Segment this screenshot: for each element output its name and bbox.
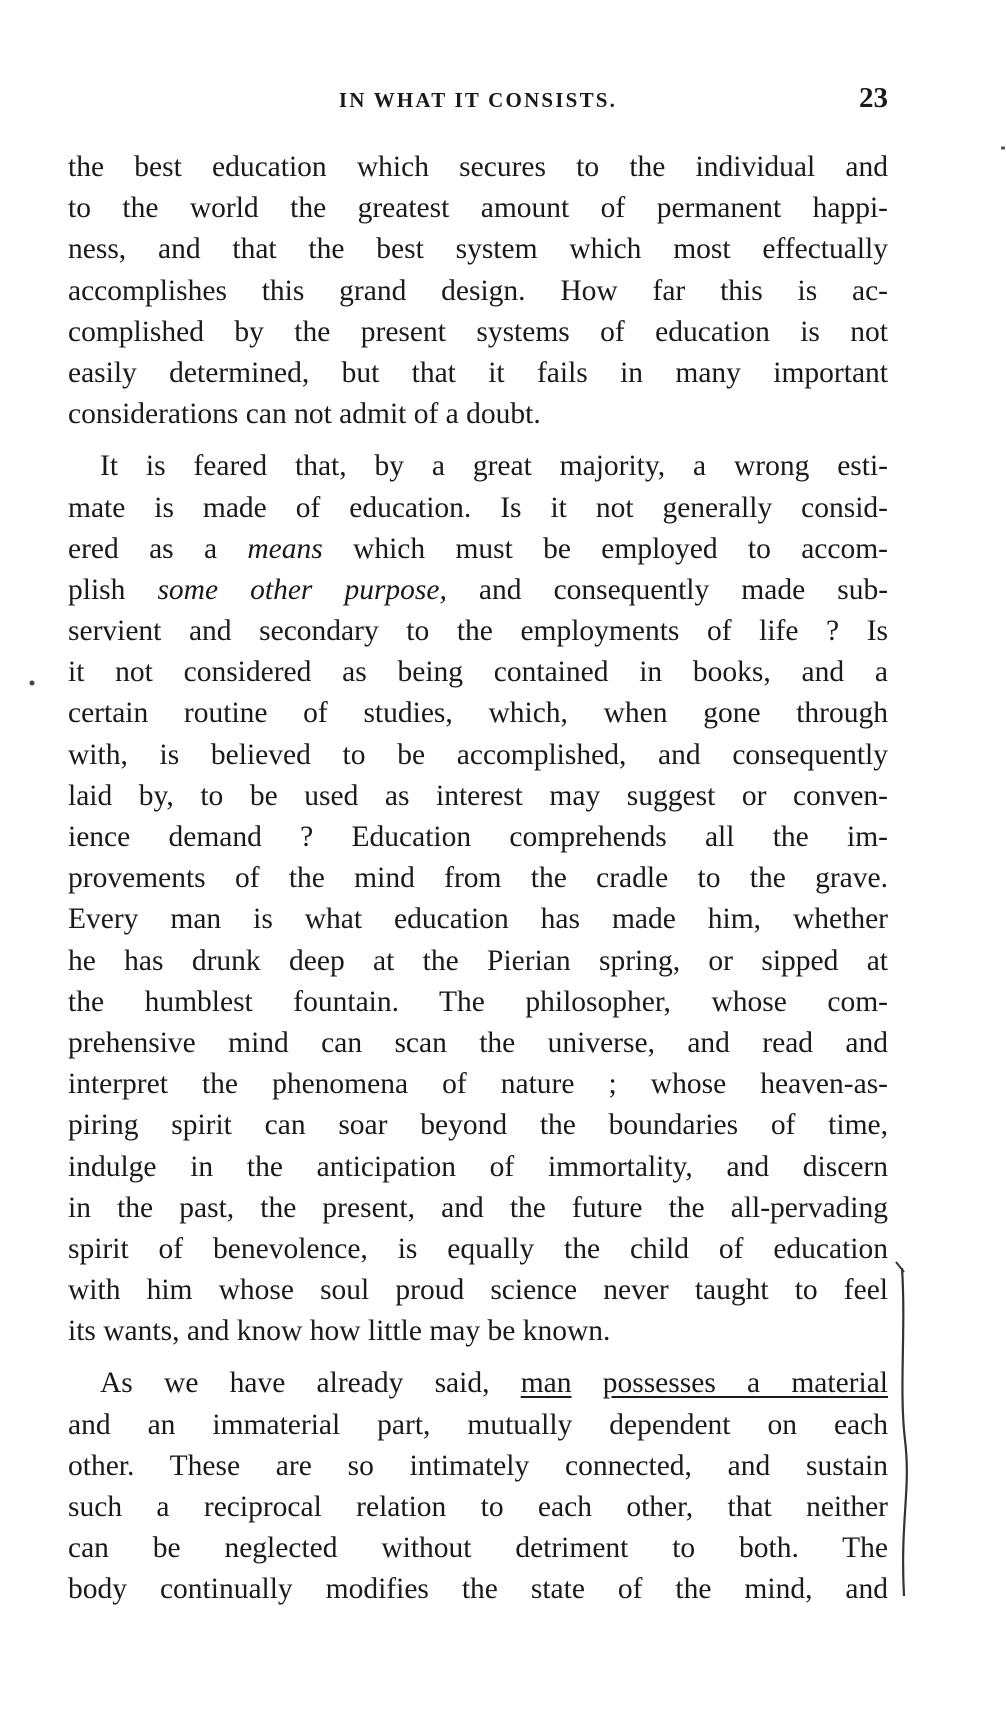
- text-line: such a reciprocal relation to each other, that neither: [68, 1491, 888, 1523]
- text-line: [68, 529, 888, 570]
- body-text: [68, 147, 888, 1622]
- text-line: spirit of benevolence, is equally the child of education: [68, 1232, 888, 1265]
- underlined-possesses-a-material: possesses a material: [602, 1367, 888, 1400]
- text-line: servient and secondary to the employments of life ? Is: [68, 615, 888, 648]
- text-line: [68, 1363, 888, 1404]
- text-line: can be neglected without detriment to both. The: [68, 1532, 888, 1565]
- text-line: its wants, and know how little may be known.: [68, 1315, 611, 1348]
- line-text: plish: [68, 573, 158, 606]
- text-line: other. These are so intimately connected, and sustain: [68, 1449, 888, 1482]
- line-text: ered as a: [68, 532, 248, 565]
- line-text: which must be employed to accom-: [322, 532, 888, 565]
- paragraph-1: [68, 147, 888, 435]
- text-line: he has drunk deep at the Pierian spring, or sipped at: [68, 944, 888, 977]
- text-line: provements of the mind from the cradle to the grave.: [68, 862, 888, 895]
- italic-some-other-purpose: some other purpose,: [157, 573, 447, 606]
- text-line: it not considered as being contained in books, and a: [68, 656, 888, 689]
- text-line: ness, and that the best system which most effectually: [68, 233, 888, 266]
- underlined-man: man: [520, 1367, 572, 1400]
- text-line: piring spirit can soar beyond the boundaries of time,: [68, 1109, 888, 1142]
- margin-bracket-line: [902, 1268, 907, 1596]
- page-header: [68, 82, 888, 128]
- text-line: laid by, to be used as interest may suggest or conven-: [68, 779, 888, 812]
- text-line: [68, 570, 888, 611]
- text-line: and an immaterial part, mutually dependent on each: [68, 1408, 888, 1441]
- text-line: ience demand ? Education comprehends all the im-: [68, 821, 888, 853]
- text-line: with, is believed to be accomplished, and consequently: [68, 738, 888, 771]
- text-line: mate is made of education. Is it not generally consid-: [68, 491, 888, 524]
- line-text: As we have already said,: [100, 1367, 521, 1400]
- text-line: complished by the present systems of education is not: [68, 315, 888, 348]
- text-line: certain routine of studies, which, when gone through: [68, 697, 888, 730]
- text-line: Every man is what education has made him, whether: [68, 903, 888, 936]
- text-line: indulge in the anticipation of immortality, and discern: [68, 1150, 888, 1183]
- paragraph-2: [68, 446, 888, 1352]
- line-text: and consequently made sub-: [446, 573, 889, 606]
- page-number: 23: [859, 82, 888, 114]
- text-line: easily determined, but that it fails in many important: [68, 356, 888, 389]
- text-line: the best education which secures to the individual and: [68, 151, 888, 183]
- margin-bracket-top-hook: [896, 1262, 904, 1272]
- text-line: with him whose soul proud science never taught to feel: [68, 1274, 888, 1307]
- line-text: [571, 1367, 602, 1399]
- text-line: in the past, the present, and the future the all-pervading: [68, 1191, 888, 1224]
- text-line: It is feared that, by a great majority, a wrong esti-: [100, 450, 888, 483]
- text-line: the humblest fountain. The philosopher, whose com-: [68, 985, 888, 1018]
- text-line: interpret the phenomena of nature ; whose heaven-as-: [68, 1068, 888, 1101]
- running-head: IN WHAT IT CONSISTS.: [338, 88, 618, 112]
- text-line: prehensive mind can scan the universe, and read and: [68, 1026, 888, 1059]
- stray-dot: [30, 681, 35, 686]
- text-line: accomplishes this grand design. How far this is ac-: [68, 274, 888, 307]
- text-line: to the world the greatest amount of permanent happi-: [68, 192, 888, 225]
- paragraph-3: [68, 1363, 888, 1610]
- text-line: considerations can not admit of a doubt.: [68, 398, 541, 431]
- text-line: body continually modifies the state of the mind, and: [68, 1573, 888, 1606]
- italic-means: means: [247, 532, 323, 565]
